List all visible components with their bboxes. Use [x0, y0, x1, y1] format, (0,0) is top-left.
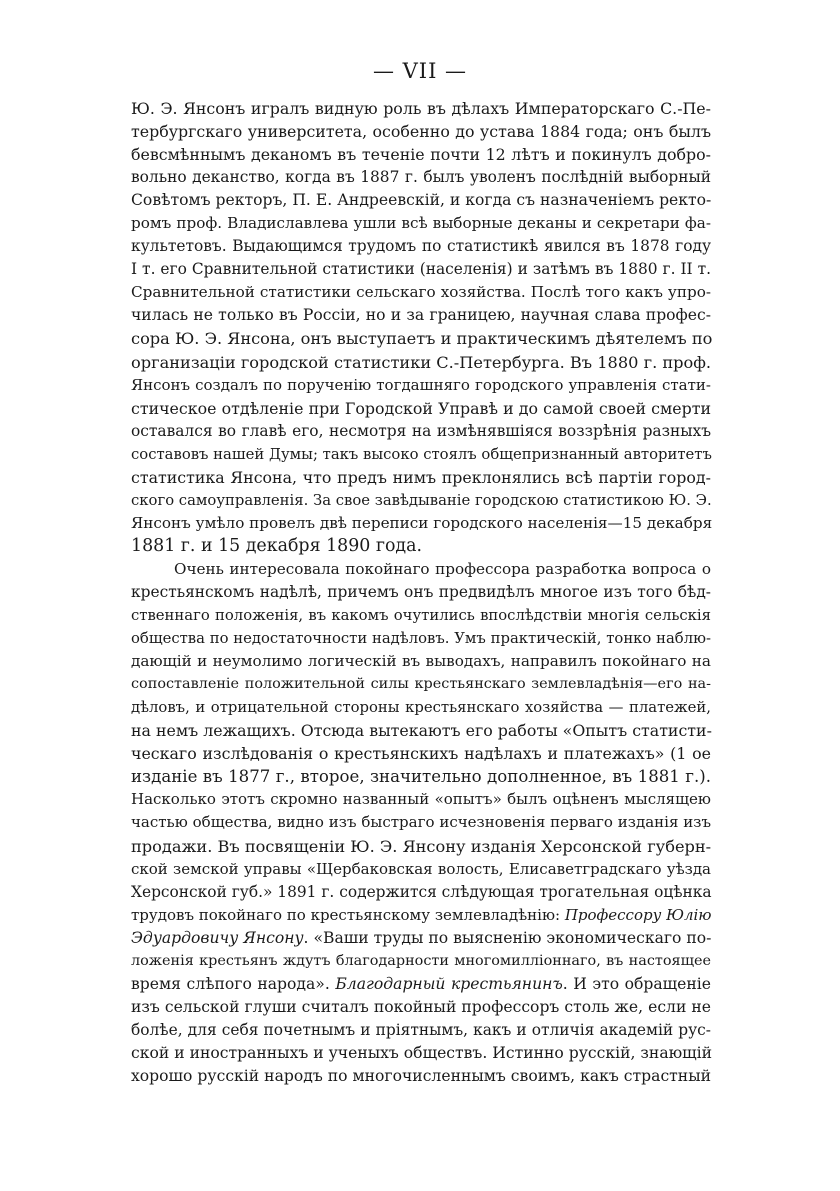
- text-line: продажи. Въ посвященіи Ю. Э. Янсону изданія Херсонской губерн-: [131, 836, 712, 856]
- text-line: составовъ нашей Думы; такъ высоко стоялъ общепризнанный авторитетъ: [131, 445, 712, 463]
- text-line: статистика Янсона, что предъ нимъ преклонялись всѣ партіи город-: [131, 467, 711, 487]
- text-line: Очень интересовала покойнаго профессора разработка вопроса о: [174, 559, 711, 578]
- text-line: дающій и неумолимо логическій въ выводахъ, направилъ покойнаго на: [131, 652, 711, 671]
- text-run: . И это обращеніе: [562, 974, 711, 993]
- text-line: ственнаго положенія, въ какомъ очутились впослѣдствіи многія сельскія: [131, 607, 711, 625]
- text-line: ромъ проф. Владиславлева ушли всѣ выборные деканы и секретари фа-: [131, 214, 711, 233]
- text-line: на немъ лежащихъ. Отсюда вытекаютъ его работы «Опытъ статисти-: [131, 721, 712, 741]
- text-line: ческаго изслѣдованія о крестьянскихъ надѣлахъ и платежахъ» (1 ое: [131, 744, 711, 764]
- text-line: ской и иностранныхъ и ученыхъ обществъ. Истинно русскій, знающій: [131, 1043, 713, 1062]
- text-run: трудовъ покойнаго по крестьянскому землевладѣнію:: [131, 905, 565, 924]
- text-line: Янсонъ умѣло провелъ двѣ переписи городского населенія—15 декабря: [131, 513, 713, 532]
- text-line: I т. его Сравнительной статистики (населенія) и затѣмъ въ 1880 г. II т.: [131, 260, 711, 279]
- text-line: вольно деканство, когда въ 1887 г. былъ уволенъ послѣдній выборный: [131, 168, 711, 187]
- text-line: оставался во главѣ его, несмотря на измѣнявшіяся воззрѣнія разныхъ: [131, 421, 711, 440]
- text-line: ского самоуправленія. За свое завѣдываніе городскою статистикою Ю. Э.: [131, 491, 712, 509]
- text-line: стическое отдѣленіе при Городской Управѣ и до самой своей смерти: [131, 398, 711, 418]
- italic-run: Эдуардовичу Янсону: [131, 928, 304, 947]
- text-line: общества по недостаточности надѣловъ. Умъ практическій, тонко наблю-: [131, 630, 711, 648]
- text-line: изданіе въ 1877 г., второе, значительно дополненное, въ 1881 г.).: [131, 767, 711, 787]
- text-line: Сравнительной статистики сельскаго хозяйства. Послѣ того какъ упро-: [131, 283, 711, 302]
- text-line: сора Ю. Э. Янсона, онъ выступаетъ и практическимъ дѣятелемъ по: [131, 329, 713, 349]
- text-line: хорошо русскій народъ по многочисленнымъ своимъ, какъ страстный: [131, 1066, 711, 1085]
- text-line: культетовъ. Выдающимся трудомъ по статистикѣ явился въ 1878 году: [131, 237, 711, 256]
- text-line: Ю. Э. Янсонъ игралъ видную роль въ дѣлахъ Императорскаго С.-Пе-: [131, 99, 711, 118]
- text-line: дѣловъ, и отрицательной стороны крестьянскаго хозяйства — платежей,: [131, 699, 711, 717]
- text-run: время слѣпого народа».: [131, 974, 336, 993]
- text-line: ложенія крестьянъ ждутъ благодарности многомилліоннаго, въ настоящее: [131, 952, 711, 969]
- text-line: болѣе, для себя почетнымъ и пріятнымъ, какъ и отличія академій рус-: [131, 1020, 711, 1039]
- text-line: 1881 г. и 15 декабря 1890 года.: [131, 535, 423, 556]
- text-line: изъ сельской глуши считалъ покойный профессоръ столь же, если не: [131, 997, 711, 1016]
- text-line: тербургскаго университета, особенно до устава 1884 года; онъ былъ: [131, 122, 711, 142]
- text-line: [131, 973, 711, 996]
- body-text: [131, 97, 711, 1088]
- text-line: [131, 927, 711, 950]
- text-line: сопоставленіе положительной силы крестьянскаго землевладѣнія—его на-: [131, 676, 711, 693]
- italic-run: Благодарный крестьянинъ: [335, 974, 563, 993]
- italic-run: Профессору Юлію: [564, 905, 712, 924]
- text-line: организаціи городской статистики С.-Петербурга. Въ 1880 г. проф.: [131, 352, 712, 372]
- text-line: Янсонъ создалъ по порученію тогдашняго городского управленія стати-: [131, 375, 711, 394]
- text-line: крестьянскомъ надѣлѣ, причемъ онъ предвидѣлъ многое изъ того бѣд-: [131, 582, 711, 601]
- text-line: частью общества, видно изъ быстраго исчезновенія перваго изданія изъ: [131, 813, 711, 832]
- text-line: ской земской управы «Щербаковская волость, Елисаветградскаго уѣзда: [131, 859, 711, 878]
- text-run: . «Ваши труды по выясненію экономическаго по-: [303, 928, 712, 947]
- text-line: Совѣтомъ ректоръ, П. Е. Андреевскій, и когда съ назначеніемъ ректо-: [131, 191, 712, 210]
- text-line: [131, 904, 711, 927]
- text-line: чилась не только въ Россіи, но и за границею, научная слава профес-: [131, 306, 711, 325]
- text-line: Херсонской губ.» 1891 г. содержится слѣдующая трогательная оцѣнка: [131, 882, 712, 901]
- page-header: — VII —: [372, 59, 468, 83]
- text-line: бевсмѣннымъ деканомъ въ теченіе почти 12 лѣтъ и покинулъ добро-: [131, 145, 711, 165]
- text-line: Насколько этотъ скромно названный «опытъ» былъ оцѣненъ мыслящею: [131, 790, 711, 809]
